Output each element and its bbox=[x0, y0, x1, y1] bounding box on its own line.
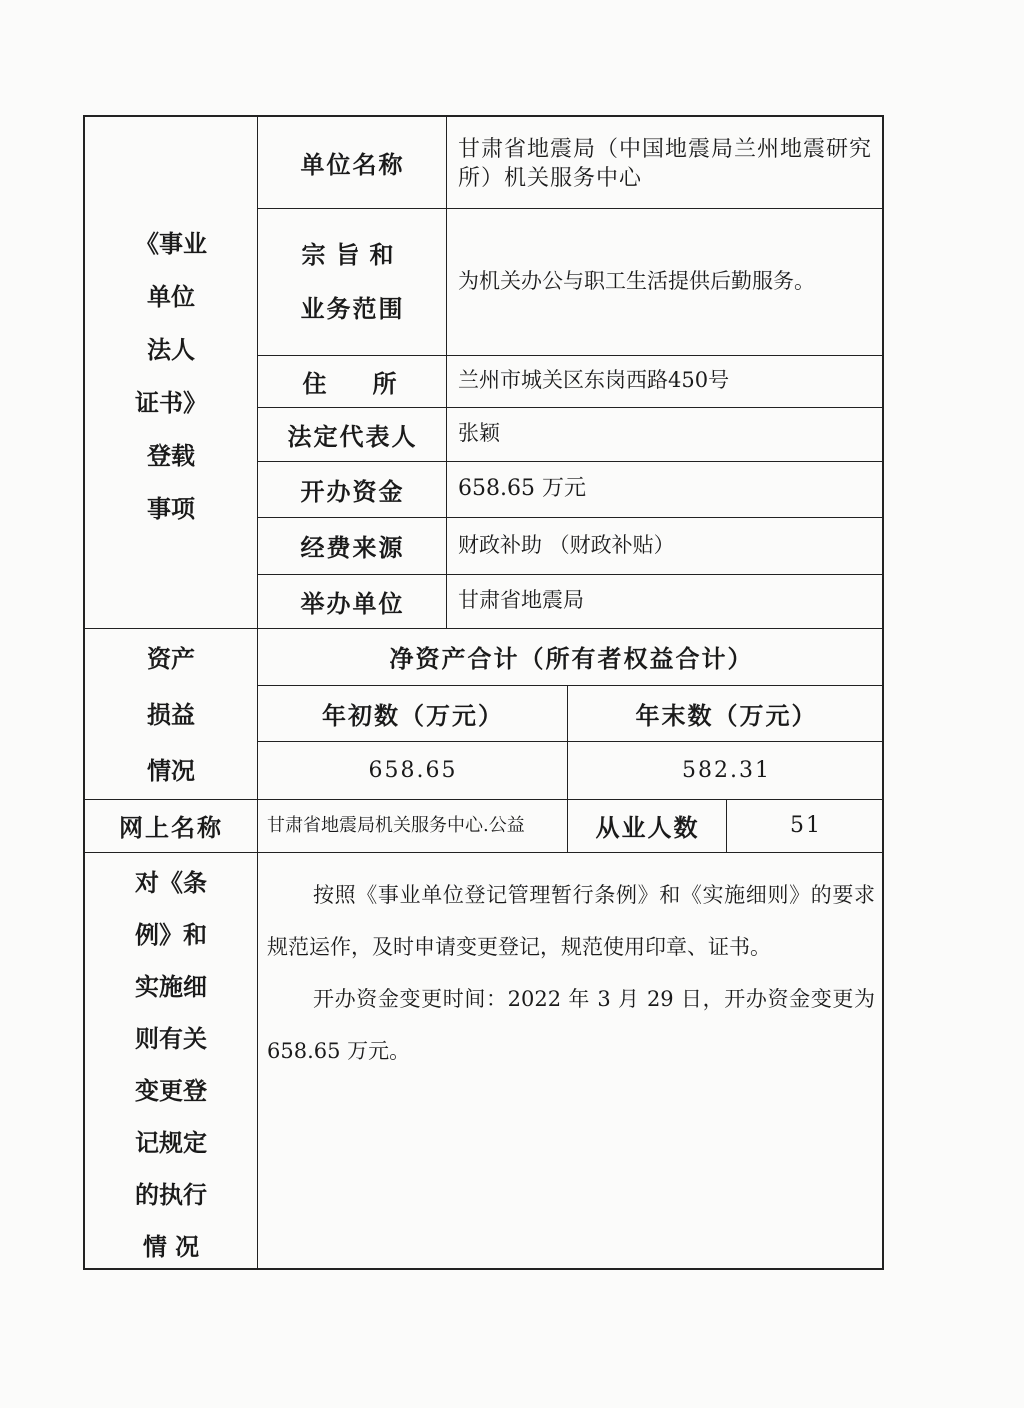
divider bbox=[257, 852, 258, 1270]
label-line: 情 况 bbox=[142, 1232, 200, 1261]
funding-label: 经费来源 bbox=[300, 533, 405, 562]
address-value: 兰州市城关区东岗西路450号 bbox=[458, 368, 730, 393]
assets-section-label bbox=[85, 631, 257, 799]
end-year-header: 年末数（万元） bbox=[635, 700, 818, 730]
purpose-label bbox=[259, 208, 446, 355]
capital-value: 658.65 万元 bbox=[458, 475, 586, 501]
label-line: 情况 bbox=[147, 756, 195, 785]
purpose-value: 为机关办公与职工生活提供后勤服务。 bbox=[458, 268, 815, 293]
label-line: 事项 bbox=[147, 494, 195, 523]
divider bbox=[567, 799, 568, 852]
label-line: 则有关 bbox=[135, 1024, 207, 1053]
label-line: 的执行 bbox=[135, 1180, 207, 1209]
label-line: 宗旨和 bbox=[301, 239, 404, 269]
funding-value: 财政补助 （财政补贴） bbox=[458, 532, 675, 557]
divider bbox=[726, 799, 727, 852]
compliance-paragraph: 按照《事业单位登记管理暂行条例》和《实施细则》的要求规范运作，及时申请变更登记，规范使用印章、证书。 bbox=[267, 883, 875, 959]
label-line: 记规定 bbox=[135, 1128, 207, 1157]
capital-label: 开办资金 bbox=[300, 476, 405, 506]
divider bbox=[446, 117, 447, 628]
label-line: 《事业 bbox=[135, 229, 207, 258]
unit-name-value: 甘肃省地震局（中国地震局兰州地震研究所）机关服务中心 bbox=[458, 137, 873, 191]
label-line: 资产 bbox=[147, 644, 195, 673]
label-line: 变更登 bbox=[135, 1076, 207, 1105]
staff-count-value: 51 bbox=[790, 813, 822, 838]
label-line: 例》和 bbox=[135, 920, 207, 949]
online-name-value: 甘肃省地震局机关服务中心.公益 bbox=[267, 814, 525, 836]
compliance-text bbox=[267, 869, 875, 1077]
label-line: 损益 bbox=[147, 700, 195, 729]
label-line: 登载 bbox=[147, 441, 195, 470]
sponsor-label: 举办单位 bbox=[300, 588, 405, 618]
label-line: 法人 bbox=[147, 335, 195, 364]
divider bbox=[85, 852, 884, 853]
label-line: 证书》 bbox=[135, 388, 207, 417]
online-name-label: 网上名称 bbox=[119, 813, 223, 842]
label-line: 实施细 bbox=[135, 972, 207, 1001]
legal-rep-label: 法定代表人 bbox=[287, 421, 418, 451]
staff-count-label: 从业人数 bbox=[595, 813, 700, 842]
report-table bbox=[83, 115, 884, 1270]
sponsor-value: 甘肃省地震局 bbox=[458, 588, 584, 613]
label-line: 业务范围 bbox=[300, 293, 405, 323]
address-label: 住所 bbox=[302, 368, 443, 398]
legal-rep-value: 张颖 bbox=[458, 421, 500, 446]
compliance-section-label bbox=[85, 857, 257, 1273]
net-assets-header: 净资产合计（所有者权益合计） bbox=[389, 644, 754, 673]
begin-year-header: 年初数（万元） bbox=[322, 700, 504, 730]
registration-section-label bbox=[85, 217, 257, 535]
end-year-value: 582.31 bbox=[682, 757, 771, 783]
begin-year-value: 658.65 bbox=[368, 757, 458, 783]
divider bbox=[567, 685, 568, 799]
compliance-paragraph: 开办资金变更时间：2022 年 3 月 29 日，开办资金变更为 658.65 万元。 bbox=[267, 987, 875, 1063]
label-line: 单位 bbox=[147, 282, 195, 311]
unit-name-label: 单位名称 bbox=[300, 150, 405, 179]
label-line: 对《条 bbox=[135, 868, 207, 897]
